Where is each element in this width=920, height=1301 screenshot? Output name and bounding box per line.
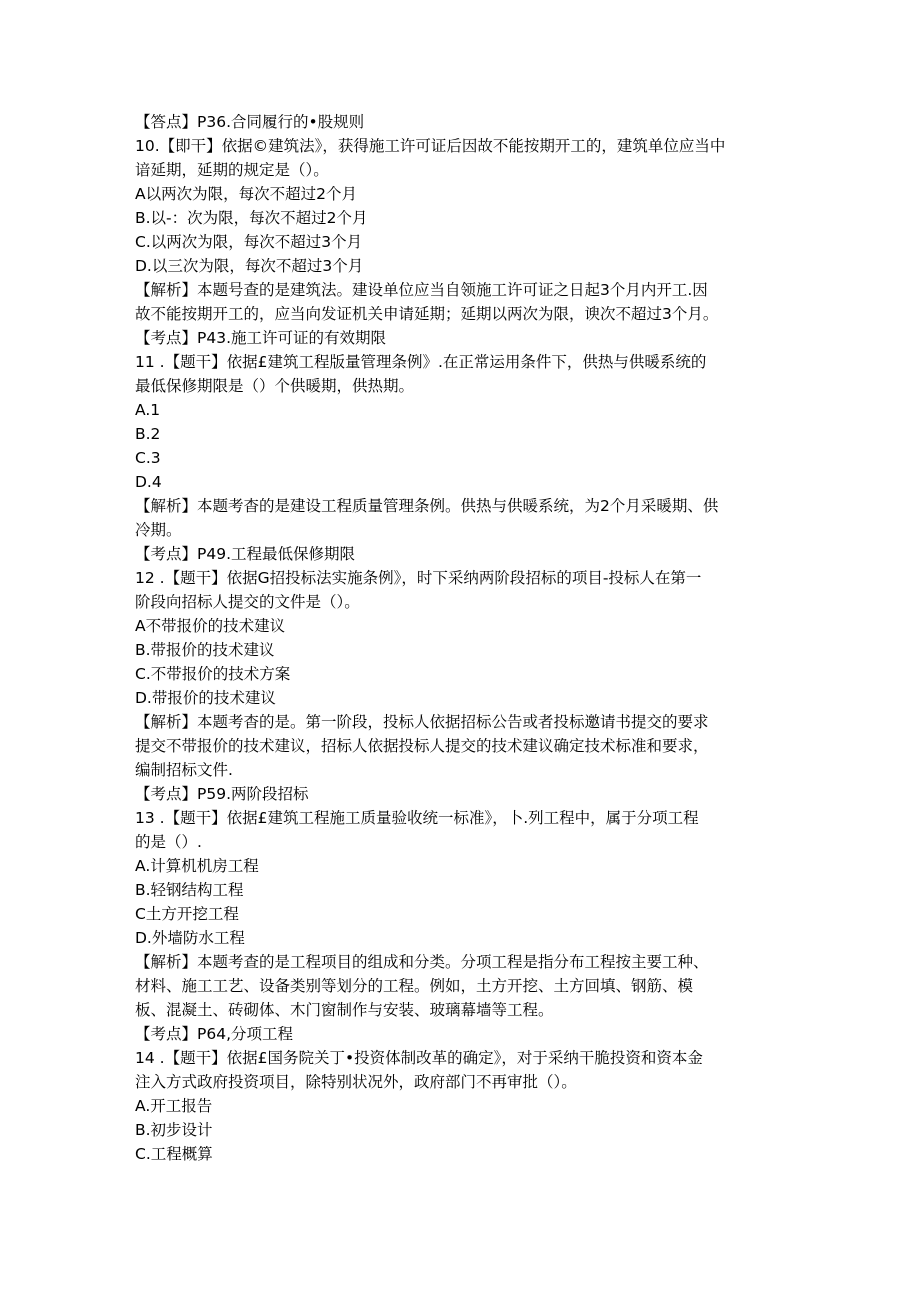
text-line: 的是（）. <box>135 833 202 851</box>
text-line: D.带报价的技术建议 <box>135 689 276 707</box>
text-line: 【解析】本题考杳的是。第一阶段，投标人依据招标公告或者投标邀请书提交的要求 <box>135 713 709 731</box>
text-line: 故不能按期开工的，应当向发证机关申请延期；延期以两次为限，谀次不超过3个月。 <box>135 305 719 323</box>
text-line: D.以三次为限，每次不超过3个月 <box>135 257 364 275</box>
text-line: C.3 <box>135 449 161 467</box>
text-line: A.1 <box>135 401 161 419</box>
text-line: A.开工报告 <box>135 1097 213 1115</box>
text-line: 冷期。 <box>135 521 182 539</box>
text-line: 材料、施工工艺、设备类别等划分的工程。例如，土方开挖、土方回填、钢筋、模 <box>135 977 694 995</box>
text-line: 【考点】P49.工程最低保修期限 <box>135 545 355 563</box>
text-line: 编制招标文件. <box>135 761 233 779</box>
text-line: 谙延期，延期的规定是（）。 <box>135 161 329 179</box>
text-line: 【解析】本题号查的是建筑法。建设单位应当自领施工许可证之日起3个月内开工.因 <box>135 281 708 299</box>
text-line: 阶段向招标人提交的文件是（）。 <box>135 593 360 611</box>
text-line: 【答点】P36.合同履行的•股规则 <box>135 113 365 131</box>
document-page <box>135 110 785 1166</box>
text-line: C.工程概算 <box>135 1145 213 1163</box>
text-line: B.带报价的技术建议 <box>135 641 275 659</box>
text-line: B.2 <box>135 425 161 443</box>
text-line: 14 .【题干】依据£国务院关丁•投资体制改革的确定》，对于采纳干脆投资和资本金 <box>135 1049 703 1067</box>
text-line: 【解析】本题考查的是工程项目的组成和分类。分项工程是指分布工程按主要工种、 <box>135 953 709 971</box>
text-line: B.轻钢结构工程 <box>135 881 244 899</box>
text-line: A.计算机机房工程 <box>135 857 259 875</box>
text-line: C.不带报价的技术方案 <box>135 665 291 683</box>
text-line: 板、混凝土、砖砌体、木门窗制作与安装、玻璃幕墙等工程。 <box>135 1001 554 1019</box>
text-line: 12 .【题干】依据G招投标法实施条例》，时下采纳两阶段招标的项目-投标人在第一 <box>135 569 702 587</box>
text-line: 【解析】本题考杳的是建设工程质量管理条例。供热与供暖系统，为2个月采暖期、供 <box>135 497 719 515</box>
text-line: 【考点】P64,分项工程 <box>135 1025 293 1043</box>
text-line: C土方开挖工程 <box>135 905 239 923</box>
text-line: 最低保修期限是（）个供暖期，供热期。 <box>135 377 415 395</box>
text-line: D.外墙防水工程 <box>135 929 245 947</box>
text-line: A不带报价的技术建议 <box>135 617 286 635</box>
text-line: 11 .【题干】依据£建筑工程版量管理条例》.在正常运用条件下，供热与供暖系统的 <box>135 353 707 371</box>
text-line: A以两次为限，每次不超过2个月 <box>135 185 357 203</box>
text-line: C.以两次为限，每次不超过3个月 <box>135 233 363 251</box>
text-line: 【考点】P59.两阶段招标 <box>135 785 309 803</box>
text-line: D.4 <box>135 473 162 491</box>
text-line: 13 .【题干】依据£建筑工程施工质量验收统一标准》，卜.列工程中，属于分项工程 <box>135 809 699 827</box>
text-line: 【考点】P43.施工许可证的有效期限 <box>135 329 386 347</box>
text-line: 注入方式政府投资项目，除特别状况外，政府部门不再审批（）。 <box>135 1073 577 1091</box>
text-line: B.初步设计 <box>135 1121 213 1139</box>
text-line: 10.【即干】依据©建筑法》，获得施工许可证后因故不能按期开工的，建筑单位应当中 <box>135 137 726 155</box>
text-line: B.以-：次为限，每次不超过2个月 <box>135 209 368 227</box>
text-line: 提交不带报价的技术建议，招标人依据投标人提交的技术建议确定技术标准和要求， <box>135 737 709 755</box>
